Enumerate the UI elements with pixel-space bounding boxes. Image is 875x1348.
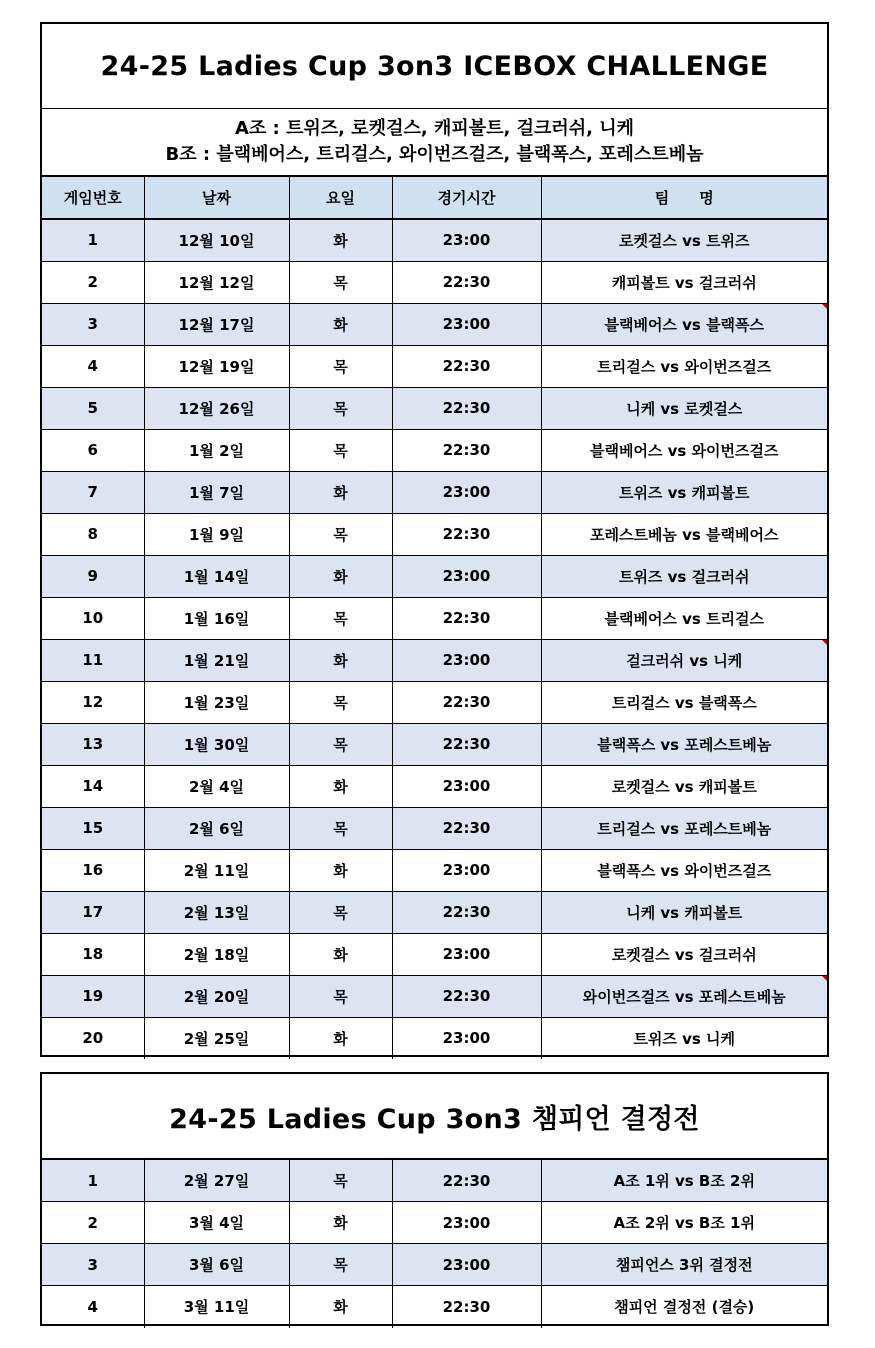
table-row [42,1160,827,1202]
match-cell: 캐피볼트 vs 걸크러쉬 [541,261,827,303]
day-cell: 목 [289,723,392,765]
day-cell: 목 [289,345,392,387]
table-row [42,555,827,597]
day-cell: 화 [289,849,392,891]
day-cell: 화 [289,555,392,597]
day-cell: 목 [289,975,392,1017]
day-cell: 화 [289,303,392,345]
time-cell: 23:00 [392,639,541,681]
time-cell: 23:00 [392,471,541,513]
date-cell: 3월 11일 [144,1286,289,1328]
day-cell: 목 [289,429,392,471]
championship-table-block [40,1072,829,1326]
time-cell: 22:30 [392,891,541,933]
table-header-row [42,177,827,220]
date-cell: 2월 4일 [144,765,289,807]
time-cell: 22:30 [392,597,541,639]
match-cell: 포레스트베놈 vs 블랙베어스 [541,513,827,555]
date-cell: 2월 27일 [144,1160,289,1202]
table-row [42,1017,827,1059]
game-number-cell: 8 [42,513,144,555]
match-cell: A조 1위 vs B조 2위 [541,1160,827,1202]
game-number-cell: 1 [42,219,144,261]
table-row [42,1286,827,1328]
table-row [42,639,827,681]
comment-indicator-icon [822,640,827,645]
date-cell: 2월 25일 [144,1017,289,1059]
game-number-cell: 18 [42,933,144,975]
date-cell: 12월 19일 [144,345,289,387]
time-cell: 22:30 [392,1160,541,1202]
day-cell: 목 [289,891,392,933]
match-cell: 와이번즈걸즈 vs 포레스트베놈 [541,975,827,1017]
day-cell: 목 [289,513,392,555]
day-cell: 화 [289,639,392,681]
championship-table [42,1159,827,1328]
match-cell: 트리걸스 vs 블랙폭스 [541,681,827,723]
schedule-rows [42,219,827,1059]
game-number-cell: 1 [42,1160,144,1202]
date-cell: 1월 7일 [144,471,289,513]
game-number-cell: 6 [42,429,144,471]
day-cell: 화 [289,1017,392,1059]
game-number-cell: 12 [42,681,144,723]
time-cell: 22:30 [392,975,541,1017]
date-cell: 2월 20일 [144,975,289,1017]
game-number-cell: 7 [42,471,144,513]
match-cell: 트리걸스 vs 포레스트베놈 [541,807,827,849]
time-cell: 22:30 [392,387,541,429]
date-cell: 1월 2일 [144,429,289,471]
time-cell: 22:30 [392,807,541,849]
header-time: 경기시간 [392,177,541,220]
table-row [42,933,827,975]
match-cell: 챔피언스 3위 결정전 [541,1244,827,1286]
time-cell: 22:30 [392,723,541,765]
table-row [42,681,827,723]
day-cell: 목 [289,597,392,639]
match-cell: 걸크러쉬 vs 니케 [541,639,827,681]
game-number-cell: 2 [42,261,144,303]
table-row [42,471,827,513]
match-cell: 니케 vs 로켓걸스 [541,387,827,429]
match-cell: 블랙베어스 vs 블랙폭스 [541,303,827,345]
date-cell: 2월 11일 [144,849,289,891]
date-cell: 3월 4일 [144,1202,289,1244]
day-cell: 화 [289,219,392,261]
header-team-name: 팀 명 [541,177,827,220]
table-row [42,849,827,891]
time-cell: 23:00 [392,765,541,807]
table-row [42,303,827,345]
match-cell: 로켓걸스 vs 캐피볼트 [541,765,827,807]
game-number-cell: 3 [42,303,144,345]
game-number-cell: 19 [42,975,144,1017]
table-row [42,429,827,471]
header-day: 요일 [289,177,392,220]
time-cell: 22:30 [392,513,541,555]
comment-indicator-icon [822,976,827,981]
match-cell: 챔피언 결정전 (결승) [541,1286,827,1328]
day-cell: 화 [289,1202,392,1244]
game-number-cell: 11 [42,639,144,681]
game-number-cell: 17 [42,891,144,933]
schedule-title: 24-25 Ladies Cup 3on3 ICEBOX CHALLENGE [42,24,827,109]
championship-title: 24-25 Ladies Cup 3on3 챔피언 결정전 [42,1074,827,1159]
table-row [42,219,827,261]
match-cell: 블랙베어스 vs 와이번즈걸즈 [541,429,827,471]
date-cell: 12월 12일 [144,261,289,303]
match-cell: 블랙베어스 vs 트리걸스 [541,597,827,639]
match-cell: 로켓걸스 vs 트위즈 [541,219,827,261]
time-cell: 22:30 [392,681,541,723]
day-cell: 화 [289,471,392,513]
match-cell: 트위즈 vs 걸크러쉬 [541,555,827,597]
day-cell: 목 [289,681,392,723]
game-number-cell: 2 [42,1202,144,1244]
game-number-cell: 4 [42,345,144,387]
date-cell: 2월 18일 [144,933,289,975]
comment-indicator-icon [822,304,827,309]
date-cell: 2월 13일 [144,891,289,933]
date-cell: 1월 14일 [144,555,289,597]
date-cell: 3월 6일 [144,1244,289,1286]
date-cell: 2월 6일 [144,807,289,849]
day-cell: 화 [289,765,392,807]
game-number-cell: 5 [42,387,144,429]
match-cell: 트위즈 vs 니케 [541,1017,827,1059]
game-number-cell: 3 [42,1244,144,1286]
schedule-table-block [40,22,829,1057]
header-date: 날짜 [144,177,289,220]
time-cell: 22:30 [392,345,541,387]
header-game-number: 게임번호 [42,177,144,220]
group-info [42,109,827,176]
table-row [42,513,827,555]
time-cell: 23:00 [392,303,541,345]
time-cell: 23:00 [392,219,541,261]
table-row [42,975,827,1017]
time-cell: 23:00 [392,1202,541,1244]
day-cell: 목 [289,1244,392,1286]
match-cell: 블랙폭스 vs 포레스트베놈 [541,723,827,765]
table-row [42,387,827,429]
time-cell: 23:00 [392,555,541,597]
table-row [42,345,827,387]
time-cell: 22:30 [392,1286,541,1328]
date-cell: 12월 26일 [144,387,289,429]
game-number-cell: 15 [42,807,144,849]
time-cell: 23:00 [392,849,541,891]
match-cell: 트리걸스 vs 와이번즈걸즈 [541,345,827,387]
day-cell: 화 [289,1286,392,1328]
game-number-cell: 14 [42,765,144,807]
game-number-cell: 16 [42,849,144,891]
date-cell: 1월 9일 [144,513,289,555]
schedule-table [42,176,827,1059]
time-cell: 22:30 [392,429,541,471]
table-row [42,807,827,849]
time-cell: 23:00 [392,1244,541,1286]
time-cell: 22:30 [392,261,541,303]
time-cell: 23:00 [392,933,541,975]
date-cell: 1월 23일 [144,681,289,723]
game-number-cell: 20 [42,1017,144,1059]
table-row [42,891,827,933]
match-cell: 니케 vs 캐피볼트 [541,891,827,933]
date-cell: 12월 10일 [144,219,289,261]
day-cell: 목 [289,387,392,429]
date-cell: 1월 16일 [144,597,289,639]
table-row [42,597,827,639]
day-cell: 화 [289,933,392,975]
group-a-text: A조 : 트위즈, 로켓걸스, 캐피볼트, 걸크러쉬, 니케 [234,118,635,139]
table-row [42,1202,827,1244]
date-cell: 1월 21일 [144,639,289,681]
match-cell: 트위즈 vs 캐피볼트 [541,471,827,513]
table-row [42,261,827,303]
match-cell: A조 2위 vs B조 1위 [541,1202,827,1244]
date-cell: 12월 17일 [144,303,289,345]
time-cell: 23:00 [392,1017,541,1059]
day-cell: 목 [289,1160,392,1202]
game-number-cell: 4 [42,1286,144,1328]
group-b-text: B조 : 블랙베어스, 트리걸스, 와이번즈걸즈, 블랙폭스, 포레스트베놈 [165,144,704,165]
day-cell: 목 [289,261,392,303]
table-row [42,723,827,765]
game-number-cell: 9 [42,555,144,597]
game-number-cell: 13 [42,723,144,765]
match-cell: 로켓걸스 vs 걸크러쉬 [541,933,827,975]
day-cell: 목 [289,807,392,849]
game-number-cell: 10 [42,597,144,639]
championship-rows [42,1160,827,1328]
match-cell: 블랙폭스 vs 와이번즈걸즈 [541,849,827,891]
date-cell: 1월 30일 [144,723,289,765]
table-row [42,1244,827,1286]
table-row [42,765,827,807]
